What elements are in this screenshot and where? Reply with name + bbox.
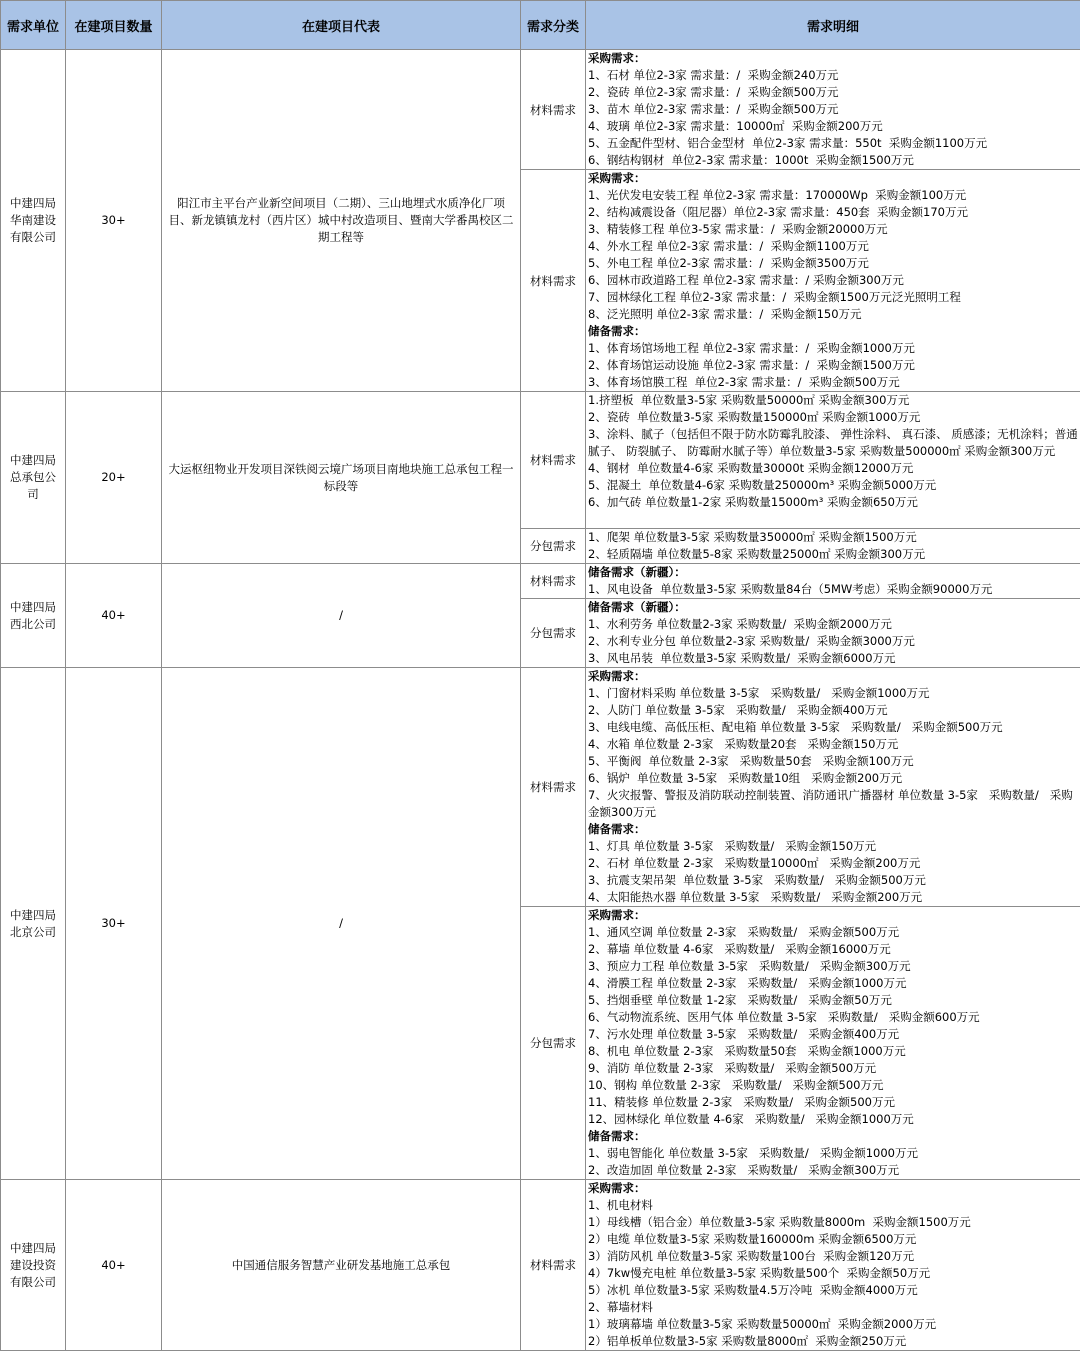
project-count-cell: 30+: [66, 50, 162, 392]
detail-line: 2、结构减震设备（阻尼器）单位2-3家 需求量：450套 采购金额170万元: [588, 204, 1078, 221]
header-row: [1, 1, 1080, 50]
detail-line: 2、幕墙材料: [588, 1299, 1078, 1316]
unit-name-cell: [1, 564, 66, 668]
detail-line: 6、加气砖 单位数量1-2家 采购数量15000m³ 采购金额650万元: [588, 494, 1078, 511]
detail-line: 6、气动物流系统、医用气体 单位数量 3-5家 采购数量/ 采购金额600万元: [588, 1009, 1078, 1026]
detail-cell: [586, 392, 1080, 529]
table-row: [1, 392, 1080, 529]
detail-line: 4、钢材 单位数量4-6家 采购数量30000t 采购金额12000万元: [588, 460, 1078, 477]
detail-line: 3、风电吊装 单位数量3-5家 采购数量/ 采购金额6000万元: [588, 650, 1078, 667]
detail-line: 1、机电材料: [588, 1197, 1078, 1214]
detail-line: 2）电缆 单位数量3-5家 采购数量160000m 采购金额6500万元: [588, 1231, 1078, 1248]
detail-line: 2、改造加固 单位数量 2-3家 采购数量/ 采购金额300万元: [588, 1162, 1078, 1179]
projects-cell: 中国通信服务智慧产业研发基地施工总承包: [162, 1180, 521, 1351]
table-row: [1, 1180, 1080, 1351]
detail-cell: [586, 170, 1080, 392]
table-body: [1, 50, 1080, 1351]
detail-line: 1、通风空调 单位数量 2-3家 采购数量/ 采购金额500万元: [588, 924, 1078, 941]
detail-line: 7、污水处理 单位数量 3-5家 采购数量/ 采购金额400万元: [588, 1026, 1078, 1043]
detail-line: 2、轻质隔墙 单位数量5-8家 采购数量25000㎡ 采购金额300万元: [588, 546, 1078, 563]
table-row: [1, 668, 1080, 907]
detail-line: 5、挡烟垂壁 单位数量 1-2家 采购数量/ 采购金额50万元: [588, 992, 1078, 1009]
detail-line: 2、人防门 单位数量 3-5家 采购数量/ 采购金额400万元: [588, 702, 1078, 719]
category-cell: 材料需求: [521, 1180, 586, 1351]
unit-name: 中建四局 北京公司: [1, 907, 65, 941]
detail-line: 6、钢结构钢材 单位2-3家 需求量：1000t 采购金额1500万元: [588, 152, 1078, 169]
detail-line: 9、消防 单位数量 2-3家 采购数量/ 采购金额500万元: [588, 1060, 1078, 1077]
detail-line: 4、外水工程 单位2-3家 需求量：/ 采购金额1100万元: [588, 238, 1078, 255]
category-cell: 材料需求: [521, 564, 586, 599]
header-projects: 在建项目代表: [162, 1, 521, 50]
detail-line: 2、石材 单位数量 2-3家 采购数量10000㎡ 采购金额200万元: [588, 855, 1078, 872]
detail-section-heading: 采购需求：: [588, 1180, 1078, 1197]
detail-section-heading: 采购需求：: [588, 907, 1078, 924]
unit-name: 中建四局 总承包公 司: [1, 452, 65, 503]
detail-section-heading: 储备需求（新疆）：: [588, 599, 1078, 616]
project-count-cell: 30+: [66, 668, 162, 1180]
unit-name-cell: [1, 50, 66, 392]
detail-cell: [586, 907, 1080, 1180]
unit-name-cell: [1, 1180, 66, 1351]
detail-line: 4、滑膜工程 单位数量 2-3家 采购数量/ 采购金额1000万元: [588, 975, 1078, 992]
detail-line: 10、钢构 单位数量 2-3家 采购数量/ 采购金额500万元: [588, 1077, 1078, 1094]
detail-line: 7、火灾报警、警报及消防联动控制装置、消防通讯广播器材 单位数量 3-5家 采购数量/ 采购金额300万元: [588, 787, 1078, 821]
detail-line: 2、瓷砖 单位2-3家 需求量：/ 采购金额500万元: [588, 84, 1078, 101]
category-cell: 材料需求: [521, 668, 586, 907]
header-category: 需求分类: [521, 1, 586, 50]
project-count-cell: 20+: [66, 392, 162, 564]
category-cell: 材料需求: [521, 392, 586, 529]
detail-line: 5、平衡阀 单位数量 2-3家 采购数量50套 采购金额100万元: [588, 753, 1078, 770]
detail-line: 2、幕墙 单位数量 4-6家 采购数量/ 采购金额16000万元: [588, 941, 1078, 958]
header-detail: 需求明细: [586, 1, 1080, 50]
detail-line: 1、弱电智能化 单位数量 3-5家 采购数量/ 采购金额1000万元: [588, 1145, 1078, 1162]
detail-line: 5、混凝土 单位数量4-6家 采购数量250000m³ 采购金额5000万元: [588, 477, 1078, 494]
detail-cell: [586, 50, 1080, 170]
detail-line: 1）玻璃幕墙 单位数量3-5家 采购数量50000㎡ 采购金额2000万元: [588, 1316, 1078, 1333]
detail-line: 3、预应力工程 单位数量 3-5家 采购数量/ 采购金额300万元: [588, 958, 1078, 975]
detail-line: 2）铝单板单位数量3-5家 采购数量8000㎡ 采购金额250万元: [588, 1333, 1078, 1350]
detail-section-heading: 储备需求（新疆）：: [588, 564, 1078, 581]
detail-line: 2、水利专业分包 单位数量2-3家 采购数量/ 采购金额3000万元: [588, 633, 1078, 650]
detail-line: 4、太阳能热水器 单位数量 3-5家 采购数量/ 采购金额200万元: [588, 889, 1078, 906]
unit-name: 中建四局 西北公司: [1, 599, 65, 633]
detail-line: 1、光伏发电安装工程 单位2-3家 需求量：170000Wp 采购金额100万元: [588, 187, 1078, 204]
detail-cell: [586, 668, 1080, 907]
detail-line: 1、风电设备 单位数量3-5家 采购数量84台（5MW考虑）采购金额90000万元: [588, 581, 1078, 598]
detail-cell: [586, 1180, 1080, 1351]
detail-line: 3、抗震支架吊架 单位数量 3-5家 采购数量/ 采购金额500万元: [588, 872, 1078, 889]
detail-cell: [586, 529, 1080, 564]
detail-line: 4、水箱 单位数量 2-3家 采购数量20套 采购金额150万元: [588, 736, 1078, 753]
detail-line: 5）冰机 单位数量3-5家 采购数量4.5万冷吨 采购金额4000万元: [588, 1282, 1078, 1299]
detail-line: 3、电线电缆、高低压柜、配电箱 单位数量 3-5家 采购数量/ 采购金额500万元: [588, 719, 1078, 736]
detail-line: 2、体育场馆运动设施 单位2-3家 需求量：/ 采购金额1500万元: [588, 357, 1078, 374]
detail-line: 6、锅炉 单位数量 3-5家 采购数量10组 采购金额200万元: [588, 770, 1078, 787]
project-count-cell: 40+: [66, 1180, 162, 1351]
detail-line: 2、瓷砖 单位数量3-5家 采购数量150000㎡ 采购金额1000万元: [588, 409, 1078, 426]
detail-line: 1、石材 单位2-3家 需求量：/ 采购金额240万元: [588, 67, 1078, 84]
detail-line: 3、体育场馆膜工程 单位2-3家 需求量：/ 采购金额500万元: [588, 374, 1078, 391]
detail-line: 7、园林绿化工程 单位2-3家 需求量：/ 采购金额1500万元泛光照明工程: [588, 289, 1078, 306]
detail-line: 4）7kw慢充电桩 单位数量3-5家 采购数量500个 采购金额50万元: [588, 1265, 1078, 1282]
detail-line: 3、精装修工程 单位3-5家 需求量：/ 采购金额20000万元: [588, 221, 1078, 238]
detail-line: 1、门窗材料采购 单位数量 3-5家 采购数量/ 采购金额1000万元: [588, 685, 1078, 702]
category-cell: 分包需求: [521, 907, 586, 1180]
table-row: [1, 564, 1080, 599]
projects-cell: /: [162, 668, 521, 1180]
project-count-cell: 40+: [66, 564, 162, 668]
detail-cell: [586, 599, 1080, 668]
detail-section-heading: 储备需求：: [588, 821, 1078, 838]
unit-name: 中建四局 华南建设 有限公司: [1, 195, 65, 246]
unit-name-cell: [1, 392, 66, 564]
detail-line: 5、外电工程 单位2-3家 需求量：/ 采购金额3500万元: [588, 255, 1078, 272]
detail-line: 1、水利劳务 单位数量2-3家 采购数量/ 采购金额2000万元: [588, 616, 1078, 633]
detail-line: 1.挤塑板 单位数量3-5家 采购数量50000㎡ 采购金额300万元: [588, 392, 1078, 409]
detail-line: 1）母线槽（铝合金）单位数量3-5家 采购数量8000m 采购金额1500万元: [588, 1214, 1078, 1231]
detail-line: 8、机电 单位数量 2-3家 采购数量50套 采购金额1000万元: [588, 1043, 1078, 1060]
detail-cell: [586, 564, 1080, 599]
detail-section-heading: 储备需求：: [588, 323, 1078, 340]
detail-line: 5、五金配件型材、铝合金型材 单位2-3家 需求量：550t 采购金额1100万元: [588, 135, 1078, 152]
detail-section-heading: 采购需求：: [588, 170, 1078, 187]
detail-line: 11、精装修 单位数量 2-3家 采购数量/ 采购金额500万元: [588, 1094, 1078, 1111]
detail-line: 3、涂料、腻子（包括但不限于防水防霉乳胶漆、 弹性涂料、 真石漆、 质感漆；无机涂料；普通腻子、 防裂腻子、 防霉耐水腻子等）单位数量3-5家 采购数量500000㎡ 采购金额300万元: [588, 426, 1078, 460]
projects-cell: 阳江市主平台产业新空间项目（二期）、三山地埋式水质净化厂项目、新龙镇镇龙村（西片区）城中村改造项目、暨南大学番禺校区二期工程等: [162, 50, 521, 392]
detail-section-heading: 储备需求：: [588, 1128, 1078, 1145]
detail-line: 1、体育场馆场地工程 单位2-3家 需求量：/ 采购金额1000万元: [588, 340, 1078, 357]
unit-name-cell: [1, 668, 66, 1180]
detail-line: 3）消防风机 单位数量3-5家 采购数量100台 采购金额120万元: [588, 1248, 1078, 1265]
detail-line: 6、园林市政道路工程 单位2-3家 需求量：/ 采购金额300万元: [588, 272, 1078, 289]
category-cell: 分包需求: [521, 529, 586, 564]
category-cell: 材料需求: [521, 170, 586, 392]
category-cell: 分包需求: [521, 599, 586, 668]
unit-name: 中建四局 建设投资 有限公司: [1, 1240, 65, 1291]
detail-section-heading: 采购需求：: [588, 668, 1078, 685]
header-count: 在建项目数量: [66, 1, 162, 50]
header-unit: 需求单位: [1, 1, 66, 50]
detail-section-heading: 采购需求：: [588, 50, 1078, 67]
detail-line: 12、园林绿化 单位数量 4-6家 采购数量/ 采购金额1000万元: [588, 1111, 1078, 1128]
category-cell: 材料需求: [521, 50, 586, 170]
detail-line: 1、灯具 单位数量 3-5家 采购数量/ 采购金额150万元: [588, 838, 1078, 855]
detail-line: 4、玻璃 单位2-3家 需求量：10000㎡ 采购金额200万元: [588, 118, 1078, 135]
table-row: [1, 50, 1080, 170]
detail-line: 3、苗木 单位2-3家 需求量：/ 采购金额500万元: [588, 101, 1078, 118]
projects-cell: 大运枢纽物业开发项目深铁阅云境广场项目南地块施工总承包工程一标段等: [162, 392, 521, 564]
projects-cell: /: [162, 564, 521, 668]
detail-line: 1、爬架 单位数量3-5家 采购数量350000㎡ 采购金额1500万元: [588, 529, 1078, 546]
detail-line: 8、泛光照明 单位2-3家 需求量：/ 采购金额150万元: [588, 306, 1078, 323]
